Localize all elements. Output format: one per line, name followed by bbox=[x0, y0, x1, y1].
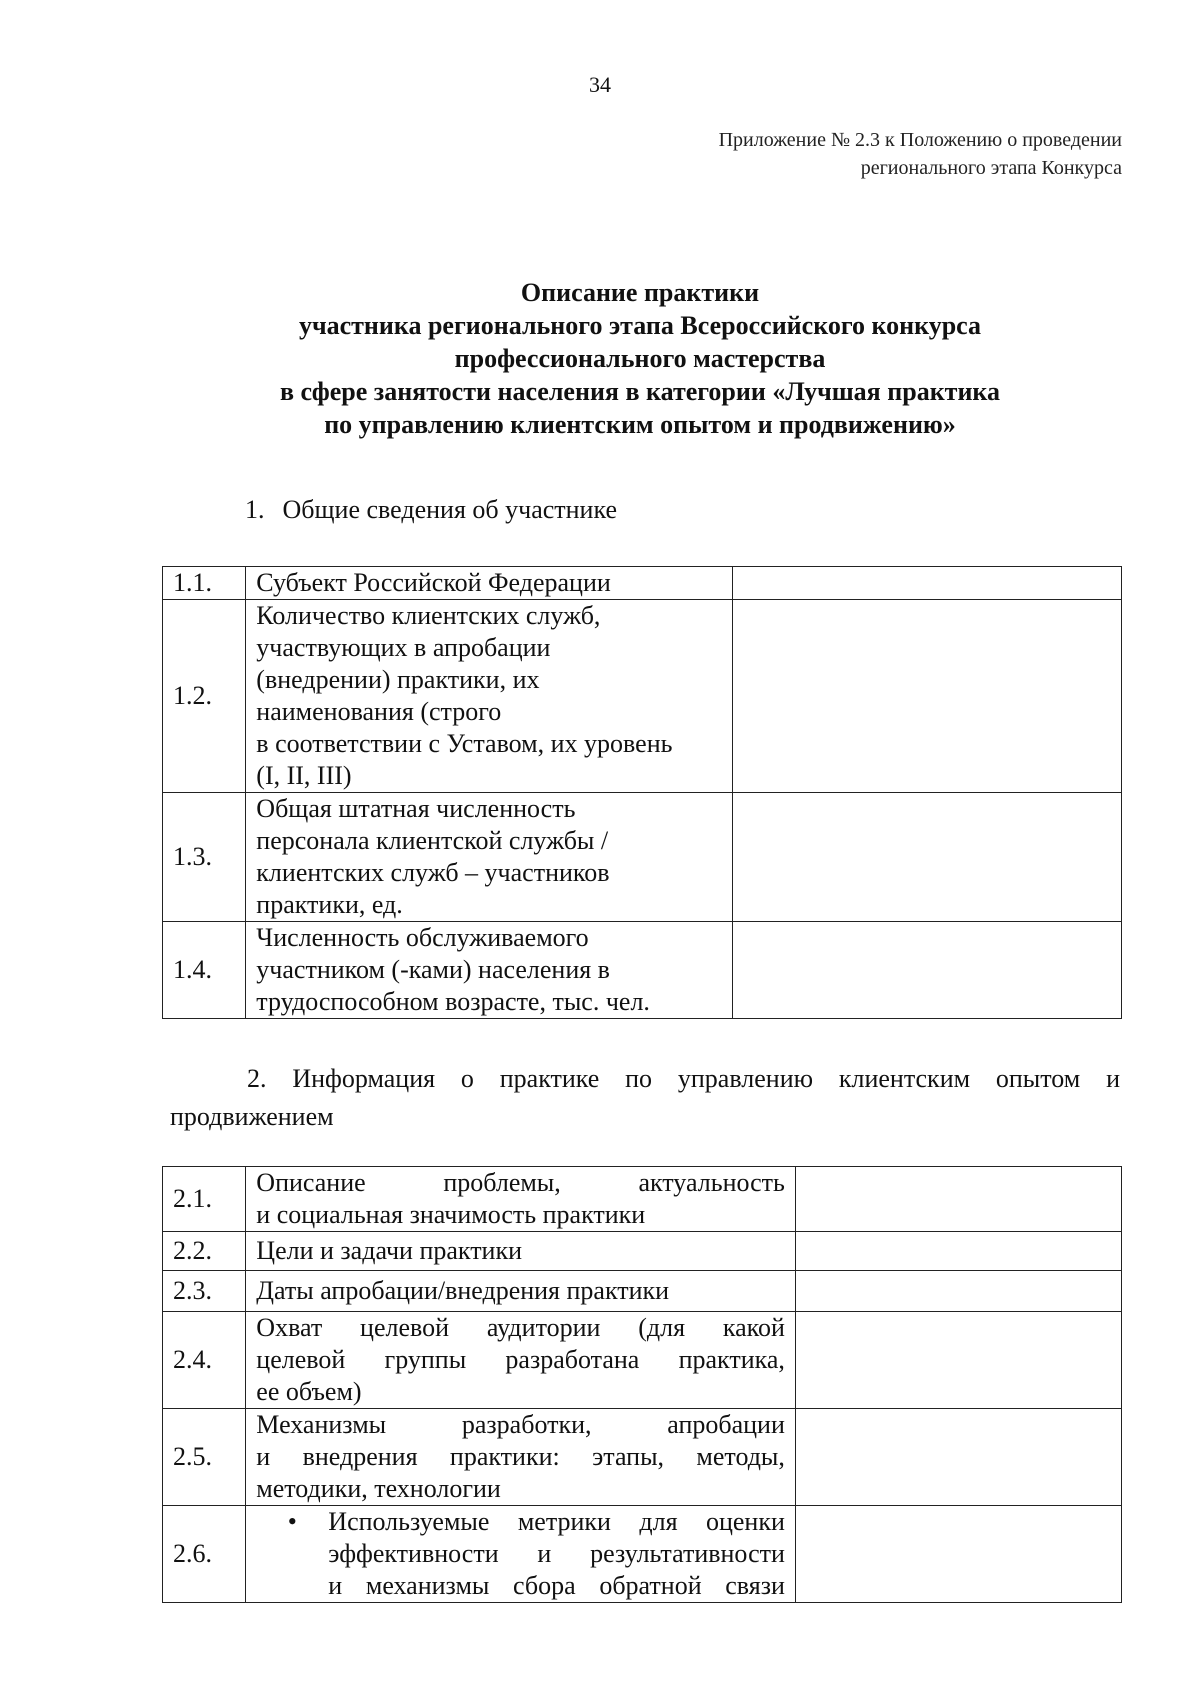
label-line: Количество клиентских служб, bbox=[256, 601, 601, 630]
section-title-line: продвижением bbox=[170, 1102, 334, 1131]
value-cell[interactable] bbox=[795, 1409, 1121, 1506]
row-label bbox=[246, 600, 733, 793]
label-line: эффективности и результативности bbox=[328, 1539, 785, 1568]
value-cell[interactable] bbox=[732, 793, 1121, 922]
row-number: 1.4. bbox=[163, 922, 246, 1019]
value-cell[interactable] bbox=[795, 1271, 1121, 1312]
row-number: 1.1. bbox=[163, 567, 246, 600]
label-line: Охват целевой аудитории (для какой bbox=[256, 1313, 785, 1342]
table-row bbox=[163, 1232, 1122, 1271]
appendix-note bbox=[522, 126, 1122, 182]
section-title: Общие сведения об участнике bbox=[282, 495, 617, 524]
label-line: (I, II, III) bbox=[256, 761, 352, 790]
section-title-line: 2. Информация о практике по управлению клиентским опытом и bbox=[247, 1064, 1120, 1093]
row-label bbox=[246, 1232, 796, 1271]
row-label bbox=[246, 1271, 796, 1312]
row-number: 2.6. bbox=[163, 1506, 246, 1603]
value-cell[interactable] bbox=[732, 922, 1121, 1019]
section-1-heading bbox=[245, 495, 617, 525]
title-line: профессионального мастерства bbox=[454, 344, 826, 373]
row-number: 2.3. bbox=[163, 1271, 246, 1312]
label-line: участником (-ками) населения в bbox=[256, 955, 610, 984]
practice-info-table bbox=[162, 1166, 1122, 1603]
table-row bbox=[163, 1271, 1122, 1312]
section-2-heading bbox=[170, 1060, 1120, 1136]
table-row bbox=[163, 1167, 1122, 1232]
row-label bbox=[246, 1506, 796, 1603]
row-label bbox=[246, 793, 733, 922]
table-row bbox=[163, 1506, 1122, 1603]
row-number: 2.2. bbox=[163, 1232, 246, 1271]
value-cell[interactable] bbox=[795, 1506, 1121, 1603]
label-line: целевой группы разработана практика, bbox=[256, 1345, 785, 1374]
label-line: и механизмы сбора обратной связи bbox=[328, 1571, 785, 1600]
bullet-icon: • bbox=[287, 1507, 297, 1536]
title-line: по управлению клиентским опытом и продвижению» bbox=[324, 410, 956, 439]
label-line: и социальная значимость практики bbox=[256, 1200, 646, 1229]
value-cell[interactable] bbox=[795, 1232, 1121, 1271]
label-line: участвующих в апробации bbox=[256, 633, 551, 662]
table-row bbox=[163, 1409, 1122, 1506]
value-cell[interactable] bbox=[732, 567, 1121, 600]
table-row bbox=[163, 567, 1122, 600]
label-line: персонала клиентской службы / bbox=[256, 826, 609, 855]
row-label bbox=[246, 567, 733, 600]
table-row bbox=[163, 793, 1122, 922]
label-line: трудоспособном возрасте, тыс. чел. bbox=[256, 987, 650, 1016]
label-line: Субъект Российской Федерации bbox=[256, 568, 611, 597]
label-line: Механизмы разработки, апробации bbox=[256, 1410, 785, 1439]
label-line: Общая штатная численность bbox=[256, 794, 576, 823]
row-number: 1.2. bbox=[163, 600, 246, 793]
label-line: в соответствии с Уставом, их уровень bbox=[256, 729, 673, 758]
title-line: Описание практики bbox=[520, 278, 760, 307]
document-title bbox=[160, 276, 1120, 441]
value-cell[interactable] bbox=[795, 1312, 1121, 1409]
row-label bbox=[246, 922, 733, 1019]
title-line: в сфере занятости населения в категории «Лучшая практика bbox=[279, 377, 1001, 406]
label-line: и внедрения практики: этапы, методы, bbox=[256, 1442, 785, 1471]
label-line: практики, ед. bbox=[256, 890, 403, 919]
bullet-item bbox=[256, 1506, 785, 1602]
title-line: участника регионального этапа Всероссийского конкурса bbox=[298, 311, 982, 340]
label-line: (внедрении) практики, их bbox=[256, 665, 540, 694]
value-cell[interactable] bbox=[795, 1167, 1121, 1232]
label-line: Описание проблемы, актуальность bbox=[256, 1168, 785, 1197]
row-number: 2.5. bbox=[163, 1409, 246, 1506]
table-row bbox=[163, 600, 1122, 793]
label-line: Используемые метрики для оценки bbox=[328, 1507, 785, 1536]
table-row bbox=[163, 922, 1122, 1019]
table-row bbox=[163, 1312, 1122, 1409]
value-cell[interactable] bbox=[732, 600, 1121, 793]
label-line: наименования (строго bbox=[256, 697, 502, 726]
row-number: 2.1. bbox=[163, 1167, 246, 1232]
label-line: Даты апробации/внедрения практики bbox=[256, 1276, 670, 1305]
participant-info-table bbox=[162, 566, 1122, 1019]
row-label bbox=[246, 1409, 796, 1506]
appendix-line: Приложение № 2.3 к Положению о проведении bbox=[718, 129, 1122, 151]
row-number: 1.3. bbox=[163, 793, 246, 922]
row-label bbox=[246, 1167, 796, 1232]
label-line: клиентских служб – участников bbox=[256, 858, 610, 887]
label-line: Цели и задачи практики bbox=[256, 1236, 523, 1265]
page-number: 34 bbox=[589, 72, 611, 97]
label-line: методики, технологии bbox=[256, 1474, 501, 1503]
bullet-text bbox=[328, 1506, 785, 1602]
row-number: 2.4. bbox=[163, 1312, 246, 1409]
section-number: 1. bbox=[245, 495, 265, 524]
label-line: Численность обслуживаемого bbox=[256, 923, 589, 952]
appendix-line: регионального этапа Конкурса bbox=[860, 157, 1122, 179]
row-label bbox=[246, 1312, 796, 1409]
label-line: ее объем) bbox=[256, 1377, 362, 1406]
